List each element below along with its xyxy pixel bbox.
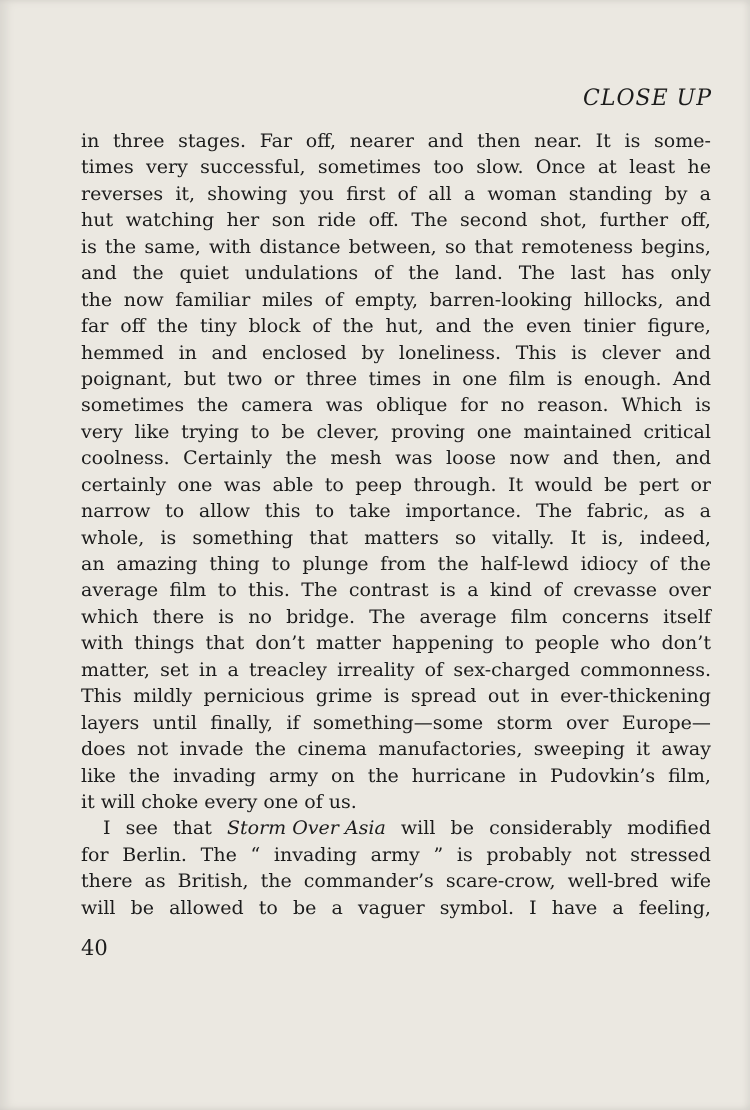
text-line: far off the tiny block of the hut, and the even tinier figure,: [81, 315, 711, 338]
text-line: which there is no bridge. The average film concerns itself: [81, 605, 711, 628]
text-line: narrow to allow this to take importance. The fabric, as a: [81, 500, 711, 523]
text-line: hut watching her son ride off. The second shot, further off,: [81, 209, 711, 232]
text-line: sometimes the camera was oblique for no reason. Which is: [81, 394, 711, 417]
text-line: very like trying to be clever, proving one maintained critical: [81, 420, 711, 443]
text-line: it will choke every one of us.: [81, 790, 357, 813]
text-line: whole, is something that matters so vitally. It is, indeed,: [81, 526, 711, 549]
paragraph: [81, 128, 711, 815]
body-text: [81, 128, 711, 921]
text-line: reverses it, showing you first of all a woman standing by a: [81, 182, 711, 205]
text-line: I see that Storm Over Asia will be considerably modified: [103, 817, 711, 840]
paragraph: [81, 815, 711, 921]
page-number: 40: [81, 936, 108, 960]
text-line: certainly one was able to peep through. It would be pert or: [81, 473, 711, 496]
text-line: is the same, with distance between, so that remoteness begins,: [81, 235, 711, 258]
text-line: will be allowed to be a vaguer symbol. I have a feeling,: [81, 896, 711, 919]
text-line: layers until finally, if something—some storm over Europe—: [81, 711, 711, 734]
text-line: This mildly pernicious grime is spread out in ever-thickening: [81, 685, 711, 708]
text-line: times very successful, sometimes too slow. Once at least he: [81, 156, 711, 179]
text-line: an amazing thing to plunge from the half-lewd idiocy of the: [81, 553, 711, 575]
text-line: does not invade the cinema manufactories, sweeping it away: [81, 738, 711, 761]
text-line: and the quiet undulations of the land. The last has only: [81, 262, 711, 285]
text-line: hemmed in and enclosed by loneliness. This is clever and: [81, 341, 711, 364]
text-line: poignant, but two or three times in one film is enough. And: [81, 367, 711, 390]
text-line: matter, set in a treacley irreality of sex-charged commonness.: [81, 658, 711, 681]
text-line: like the invading army on the hurricane in Pudovkin’s film,: [81, 764, 711, 787]
running-head: CLOSE UP: [583, 86, 712, 111]
text-line: for Berlin. The “ invading army ” is probably not stressed: [81, 843, 711, 866]
text-line: in three stages. Far off, nearer and then near. It is some-: [81, 130, 711, 152]
text-line: average film to this. The contrast is a kind of crevasse over: [81, 579, 711, 602]
text-line: with things that don’t matter happening to people who don’t: [81, 632, 711, 655]
text-line: coolness. Certainly the mesh was loose now and then, and: [81, 447, 711, 470]
text-line: the now familiar miles of empty, barren-looking hillocks, and: [81, 288, 711, 311]
text-line: there as British, the commander’s scare-crow, well-bred wife: [81, 870, 711, 893]
